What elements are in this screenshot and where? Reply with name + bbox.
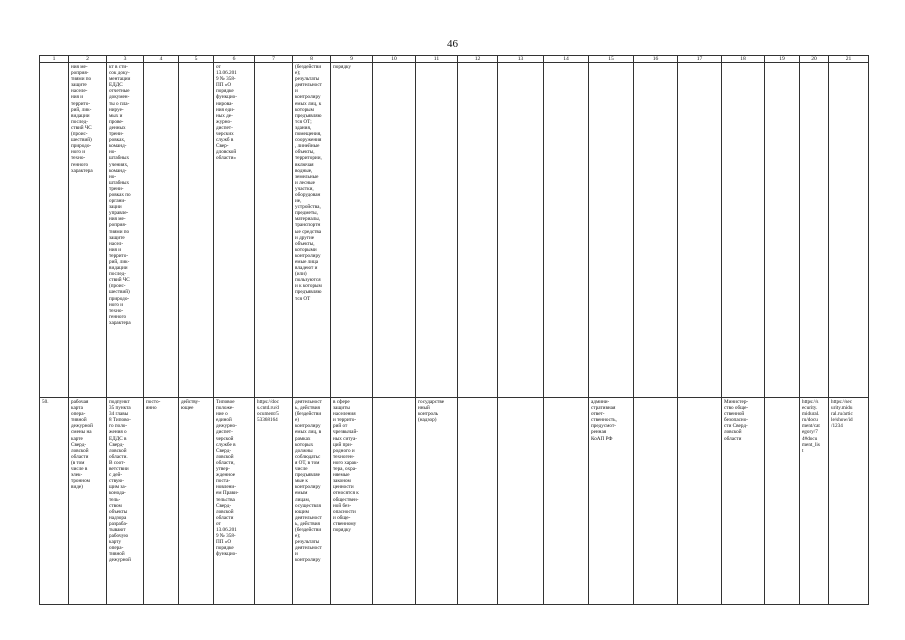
table-cell bbox=[373, 63, 416, 398]
table-cell bbox=[634, 398, 678, 605]
table-cell bbox=[214, 63, 255, 398]
column-number: 21 bbox=[829, 56, 869, 63]
table-cell bbox=[255, 398, 293, 605]
table-cell bbox=[678, 398, 722, 605]
column-number: 20 bbox=[800, 56, 829, 63]
table-cell bbox=[179, 63, 214, 398]
column-number: 18 bbox=[722, 56, 765, 63]
table-cell bbox=[179, 398, 214, 605]
column-number: 4 bbox=[144, 56, 179, 63]
column-number: 12 bbox=[458, 56, 498, 63]
document-link[interactable]: https://s ecurity. midural. ru/docu ment/cat egory/7 4#docu ment_lis t bbox=[802, 399, 820, 454]
column-number: 15 bbox=[589, 56, 634, 63]
table-cell bbox=[829, 398, 869, 605]
column-number: 17 bbox=[678, 56, 722, 63]
column-number: 5 bbox=[179, 56, 214, 63]
column-number: 2 bbox=[69, 56, 107, 63]
cell-text: Министер- ство обще- ственной безопасно- сти Сверд- ловской области bbox=[724, 399, 749, 442]
table-cell bbox=[800, 63, 829, 398]
table-row bbox=[40, 63, 869, 398]
table-cell bbox=[331, 398, 373, 605]
table-cell bbox=[373, 398, 416, 605]
document-link[interactable]: https://sec urity.midu ral.ru/artic le/show/id /1234 bbox=[831, 399, 853, 430]
cell-text: порядку bbox=[333, 64, 352, 70]
table-cell bbox=[331, 63, 373, 398]
table-cell bbox=[107, 63, 144, 398]
column-number: 10 bbox=[373, 56, 416, 63]
cell-text: государстве нный контроль (надзор) bbox=[418, 399, 445, 424]
column-number: 8 bbox=[293, 56, 331, 63]
column-number: 6 bbox=[214, 56, 255, 63]
column-number: 3 bbox=[107, 56, 144, 63]
column-number: 9 bbox=[331, 56, 373, 63]
table-cell bbox=[40, 63, 69, 398]
table-cell bbox=[458, 63, 498, 398]
cell-text: от 13.06.201 9 № 358- ПП «О порядке функцио- нирова- ния еди- ных де- журно- диспет- черских служб в Свер- дловской области» bbox=[216, 64, 237, 162]
column-number: 14 bbox=[544, 56, 589, 63]
table-cell bbox=[416, 63, 458, 398]
row-number: 50. bbox=[42, 399, 49, 405]
table-cell bbox=[589, 398, 634, 605]
cell-text: (бездействи е); результаты деятельност и контролиру емых лиц, к которым предъявляю тся ОТ; здания, помещения, сооружения , линейные объекты, территории, включая водные, земельные и лесные участки, оборудован ие, устройства, предметы, материалы, транспортн ые средства и другие объекты, которыми контролиру емые лица владеют и (или) пользуются и к которым предъявляю тся ОТ bbox=[295, 64, 322, 302]
table-cell bbox=[144, 398, 179, 605]
table-row bbox=[40, 398, 869, 605]
cell-text: рабочая карта опера- тивной дежурной смены на карте Сверд- ловской области (в том числе в элек- тронном виде) bbox=[71, 399, 93, 491]
column-number: 16 bbox=[634, 56, 678, 63]
table-cell bbox=[255, 63, 293, 398]
table-cell bbox=[40, 398, 69, 605]
cell-text: деятельност ь, действия (бездействи е) контролиру емых лиц, в рамках которых должны соблюдатьс я ОТ, в том числе предъявляе мые к контролиру емым лицам, осуществля ющим деятельност ь, действия (бездействи е); результаты деятельност и контролиру bbox=[295, 399, 322, 564]
column-number: 1 bbox=[40, 56, 69, 63]
cell-text: подпункт 35 пункта 34 главы 8 Типово- го поло- жения о ЕДДС в Сверд- ловской области. В соот- ветствии с дей- ствую- щим за- конода- тель- ством объекты надзора разраба- тывают рабочую карту опера- тивной дежурной bbox=[109, 399, 131, 564]
table-cell bbox=[69, 63, 107, 398]
cell-text: в сфере защиты населения и террито- рий от чрезвычай- ных ситуа- ций при- родного и техноген- ного харак- тера, охра- няемые законом ценности относятся к обществен- ной без- опасности и обще- ственному порядку bbox=[333, 399, 359, 533]
table-cell bbox=[498, 63, 544, 398]
column-number: 7 bbox=[255, 56, 293, 63]
table-cell bbox=[589, 63, 634, 398]
cell-text: ния ме- роприя- тиями по защите населе- ния и террито- рий, лик- видации послед- ствий ЧС (проис- шествий) природо- ного и техно- генного характера bbox=[71, 64, 93, 174]
table-cell bbox=[293, 398, 331, 605]
cell-text: действу- ющее bbox=[181, 399, 200, 412]
table-cell bbox=[69, 398, 107, 605]
table-cell bbox=[498, 398, 544, 605]
table-cell bbox=[829, 63, 869, 398]
cell-text: посто- янно bbox=[146, 399, 161, 412]
table-cell bbox=[544, 63, 589, 398]
table-cell bbox=[544, 398, 589, 605]
table-cell bbox=[634, 63, 678, 398]
table-cell bbox=[214, 398, 255, 605]
cell-text: Типовое положе- ние о единой дежурно- диспет- черской службе в Сверд- ловской области, утвер- жденное поста- новлени- ем Прави- тельства Сверд- ловской области от 13.06.201 9 № 358- ПП «О порядке функцио- bbox=[216, 399, 239, 558]
table-cell bbox=[678, 63, 722, 398]
table-cell bbox=[800, 398, 829, 605]
table-cell bbox=[722, 398, 765, 605]
column-number: 11 bbox=[416, 56, 458, 63]
page-number: 46 bbox=[447, 38, 458, 50]
column-number: 19 bbox=[765, 56, 800, 63]
table-cell bbox=[765, 63, 800, 398]
table-cell bbox=[458, 398, 498, 605]
cell-text: кт в сти- сок доку- ментации ЕДДС отчетные докумен- ты о пла- нируе- мых и прове- денных трени- ровках, команд- но- штабных учениях, команд- но- штабных трени- ровках по органи- зации управле- ния ме- роприя- тиями по защите насел- ния и террито- рий, лик- видации послед- ствий ЧС (проис- шествий) природо- ного и техно- генного характера bbox=[109, 64, 131, 326]
table-cell bbox=[722, 63, 765, 398]
table-cell bbox=[416, 398, 458, 605]
table-cell bbox=[765, 398, 800, 605]
column-number: 13 bbox=[498, 56, 544, 63]
table-cell bbox=[293, 63, 331, 398]
table-cell bbox=[107, 398, 144, 605]
cell-text: админи- стративная ответ- ственность, предусмот- ренная КоАП РФ bbox=[591, 399, 617, 442]
document-link[interactable]: https://doc s.cntd.ru/d ocument/5 53368164 bbox=[257, 399, 279, 424]
column-number-row bbox=[40, 56, 869, 63]
document-table bbox=[39, 55, 869, 605]
table-cell bbox=[144, 63, 179, 398]
